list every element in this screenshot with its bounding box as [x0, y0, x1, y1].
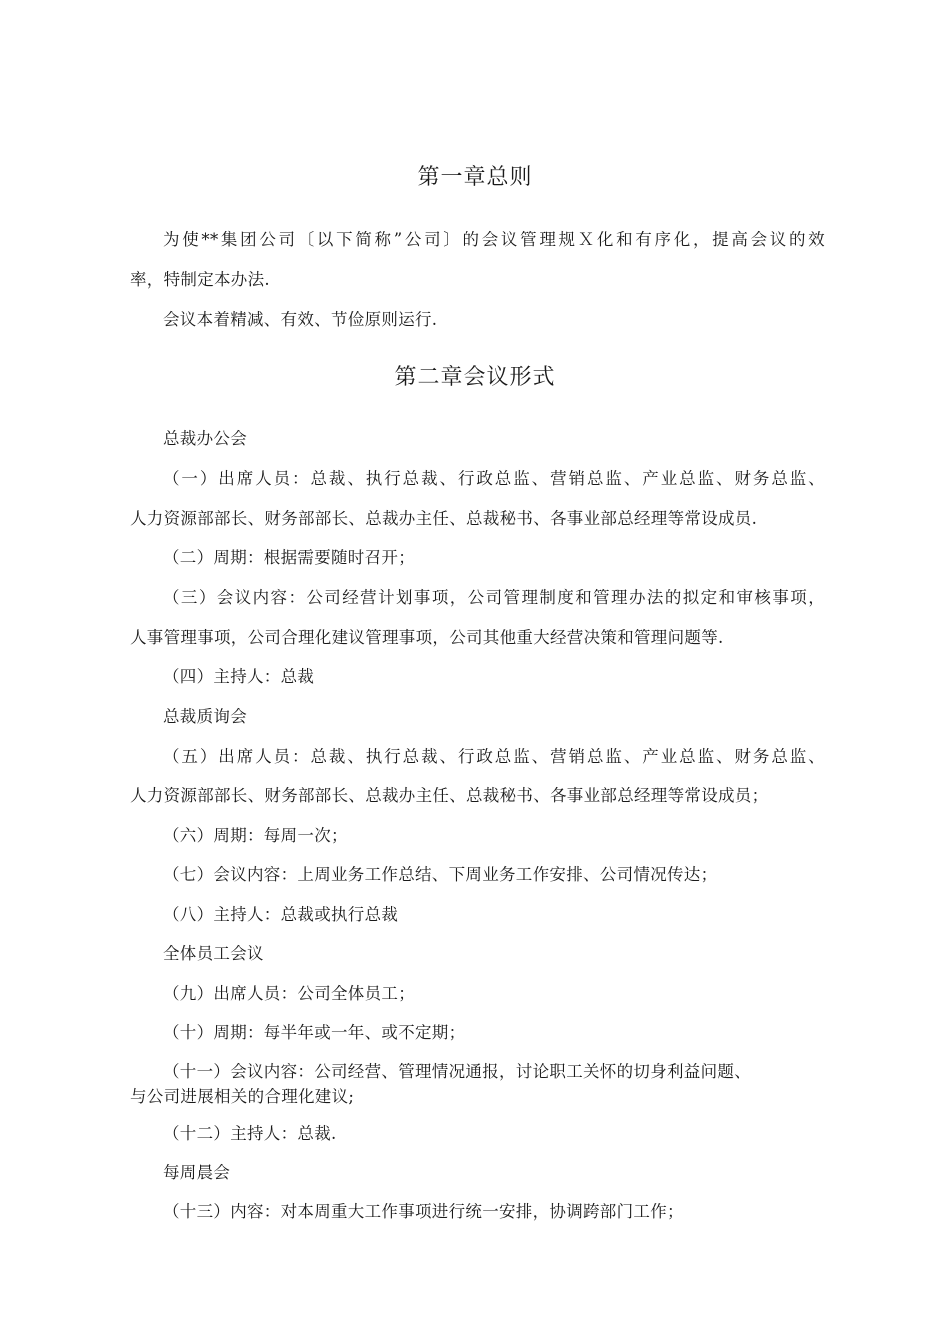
item12: （十二）主持人：总裁.: [163, 1124, 337, 1143]
chapter2-title: 第二章会议形式: [394, 365, 556, 390]
chapter1-para1-line1: 为使**集团公司〔以下简称”公司〕的会议管理规Ｘ化和有序化，提高会议的效: [163, 230, 825, 249]
section-title-president-office-meeting: 总裁办公会: [163, 429, 247, 448]
item9: （九）出席人员：公司全体员工；: [163, 984, 415, 1003]
item11-line1: （十一）会议内容：公司经营、管理情况通报，讨论职工关怀的切身利益问题、: [163, 1062, 751, 1081]
section-title-president-inquiry-meeting: 总裁质询会: [163, 707, 247, 726]
chapter1-title: 第一章总则: [417, 165, 533, 190]
item6: （六）周期：每周一次；: [163, 826, 348, 845]
item7: （七）会议内容：上周业务工作总结、下周业务工作安排、公司情况传达；: [163, 865, 718, 884]
section-title-weekly-morning-meeting: 每周晨会: [163, 1163, 231, 1182]
item4: （四）主持人：总裁: [163, 667, 315, 686]
item2: （二）周期：根据需要随时召开；: [163, 548, 415, 567]
item13: （十三）内容：对本周重大工作事项进行统一安排，协调跨部门工作；: [163, 1202, 684, 1221]
item3-line2: 人事管理事项，公司合理化建议管理事项，公司其他重大经营决策和管理问题等.: [130, 628, 724, 647]
item8: （八）主持人：总裁或执行总裁: [163, 905, 399, 924]
chapter1-para1-line2: 率，特制定本办法.: [130, 270, 270, 289]
section-title-all-staff-meeting: 全体员工会议: [163, 944, 264, 963]
item10: （十）周期：每半年或一年、或不定期；: [163, 1023, 466, 1042]
item3-line1: （三）会议内容：公司经营计划事项，公司管理制度和管理办法的拟定和审核事项，: [163, 588, 825, 607]
item11-line2: 与公司进展相关的合理化建议;: [130, 1087, 355, 1106]
item1-line1: （一）出席人员：总裁、执行总裁、行政总监、营销总监、产业总监、财务总监、: [163, 469, 825, 488]
item1-line2: 人力资源部部长、财务部部长、总裁办主任、总裁秘书、各事业部总经理等常设成员.: [130, 509, 758, 528]
item5-line2: 人力资源部部长、财务部部长、总裁办主任、总裁秘书、各事业部总经理等常设成员；: [130, 786, 769, 805]
item5-line1: （五）出席人员：总裁、执行总裁、行政总监、营销总监、产业总监、财务总监、: [163, 747, 825, 766]
chapter1-para2: 会议本着精减、有效、节俭原则运行.: [163, 310, 438, 329]
